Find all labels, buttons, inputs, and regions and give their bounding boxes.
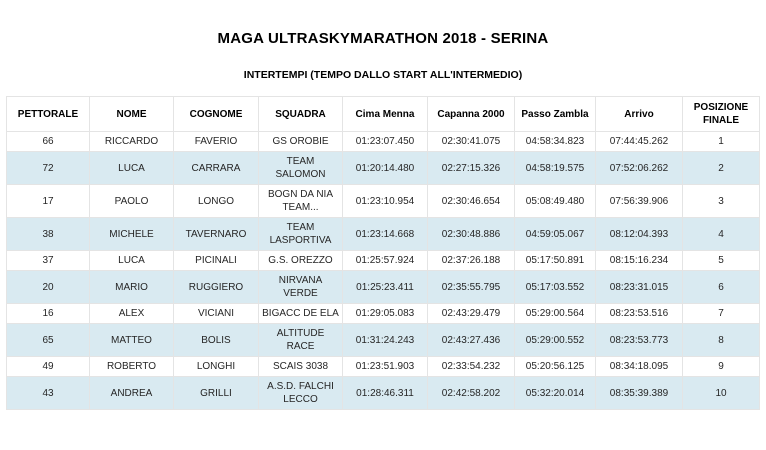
table-cell: 01:23:14.668 — [343, 218, 428, 251]
table-cell: 08:12:04.393 — [596, 218, 683, 251]
table-cell: BOLIS — [174, 324, 259, 357]
table-row — [7, 304, 760, 324]
table-cell: 8 — [683, 324, 760, 357]
table-cell: 08:34:18.095 — [596, 357, 683, 377]
table-cell: MATTEO — [90, 324, 174, 357]
table-cell: 66 — [7, 132, 90, 152]
table-cell: 02:43:29.479 — [428, 304, 515, 324]
table-cell: LUCA — [90, 152, 174, 185]
results-table — [6, 96, 760, 410]
table-row — [7, 132, 760, 152]
table-cell: 05:32:20.014 — [515, 377, 596, 410]
table-cell: 05:20:56.125 — [515, 357, 596, 377]
table-row — [7, 251, 760, 271]
table-cell: 04:58:19.575 — [515, 152, 596, 185]
column-header: PETTORALE — [7, 97, 90, 132]
table-cell: 02:43:27.436 — [428, 324, 515, 357]
table-cell: 01:25:23.411 — [343, 271, 428, 304]
table-cell: 05:29:00.564 — [515, 304, 596, 324]
table-row — [7, 324, 760, 357]
table-cell: MICHELE — [90, 218, 174, 251]
table-cell: 01:23:51.903 — [343, 357, 428, 377]
table-cell: 43 — [7, 377, 90, 410]
results-page — [0, 30, 766, 410]
column-header: Passo Zambla — [515, 97, 596, 132]
table-cell: 01:29:05.083 — [343, 304, 428, 324]
table-cell: TAVERNARO — [174, 218, 259, 251]
table-cell: TEAM SALOMON — [259, 152, 343, 185]
table-cell: 38 — [7, 218, 90, 251]
table-cell: 01:25:57.924 — [343, 251, 428, 271]
table-cell: 2 — [683, 152, 760, 185]
table-cell: 01:23:10.954 — [343, 185, 428, 218]
table-cell: 7 — [683, 304, 760, 324]
table-cell: 04:58:34.823 — [515, 132, 596, 152]
table-header-row — [7, 97, 760, 132]
table-cell: SCAIS 3038 — [259, 357, 343, 377]
table-cell: G.S. OREZZO — [259, 251, 343, 271]
column-header: SQUADRA — [259, 97, 343, 132]
table-row — [7, 185, 760, 218]
table-cell: ROBERTO — [90, 357, 174, 377]
table-row — [7, 377, 760, 410]
table-cell: BOGN DA NIA TEAM... — [259, 185, 343, 218]
table-cell: ALEX — [90, 304, 174, 324]
table-body — [7, 132, 760, 410]
table-cell: RUGGIERO — [174, 271, 259, 304]
table-cell: 08:15:16.234 — [596, 251, 683, 271]
table-cell: 05:17:03.552 — [515, 271, 596, 304]
table-cell: ALTITUDE RACE — [259, 324, 343, 357]
table-cell: PICINALI — [174, 251, 259, 271]
table-cell: LUCA — [90, 251, 174, 271]
table-cell: 9 — [683, 357, 760, 377]
table-cell: 08:23:53.773 — [596, 324, 683, 357]
table-cell: RICCARDO — [90, 132, 174, 152]
table-cell: CARRARA — [174, 152, 259, 185]
table-cell: 05:08:49.480 — [515, 185, 596, 218]
column-header: COGNOME — [174, 97, 259, 132]
table-cell: 02:30:48.886 — [428, 218, 515, 251]
table-cell: PAOLO — [90, 185, 174, 218]
table-row — [7, 152, 760, 185]
table-cell: 02:37:26.188 — [428, 251, 515, 271]
table-cell: 1 — [683, 132, 760, 152]
table-cell: 5 — [683, 251, 760, 271]
table-cell: FAVERIO — [174, 132, 259, 152]
table-cell: ANDREA — [90, 377, 174, 410]
table-cell: LONGO — [174, 185, 259, 218]
table-cell: 20 — [7, 271, 90, 304]
table-row — [7, 271, 760, 304]
table-cell: 01:20:14.480 — [343, 152, 428, 185]
table-cell: 02:30:41.075 — [428, 132, 515, 152]
table-cell: 17 — [7, 185, 90, 218]
table-cell: 6 — [683, 271, 760, 304]
table-header — [7, 97, 760, 132]
table-cell: 08:23:53.516 — [596, 304, 683, 324]
table-cell: 49 — [7, 357, 90, 377]
table-cell: 10 — [683, 377, 760, 410]
table-cell: 02:33:54.232 — [428, 357, 515, 377]
table-cell: 01:28:46.311 — [343, 377, 428, 410]
table-cell: VICIANI — [174, 304, 259, 324]
table-cell: 02:42:58.202 — [428, 377, 515, 410]
table-cell: A.S.D. FALCHI LECCO — [259, 377, 343, 410]
table-cell: 02:30:46.654 — [428, 185, 515, 218]
table-cell: BIGACC DE ELA — [259, 304, 343, 324]
column-header: Cima Menna — [343, 97, 428, 132]
table-cell: GS OROBIE — [259, 132, 343, 152]
table-cell: LONGHI — [174, 357, 259, 377]
page-title: MAGA ULTRASKYMARATHON 2018 - SERINA — [217, 30, 549, 47]
table-cell: MARIO — [90, 271, 174, 304]
table-cell: TEAM LASPORTIVA — [259, 218, 343, 251]
table-cell: 4 — [683, 218, 760, 251]
table-cell: 72 — [7, 152, 90, 185]
table-cell: 65 — [7, 324, 90, 357]
table-cell: 01:23:07.450 — [343, 132, 428, 152]
column-header: Arrivo — [596, 97, 683, 132]
table-cell: 08:23:31.015 — [596, 271, 683, 304]
table-cell: 04:59:05.067 — [515, 218, 596, 251]
column-header: Capanna 2000 — [428, 97, 515, 132]
page-subtitle: INTERTEMPI (TEMPO DALLO START ALL'INTERMEDIO) — [243, 69, 523, 81]
table-cell: 3 — [683, 185, 760, 218]
table-row — [7, 357, 760, 377]
column-header: NOME — [90, 97, 174, 132]
table-cell: 07:44:45.262 — [596, 132, 683, 152]
table-cell: NIRVANA VERDE — [259, 271, 343, 304]
table-cell: GRILLI — [174, 377, 259, 410]
table-cell: 37 — [7, 251, 90, 271]
table-cell: 05:17:50.891 — [515, 251, 596, 271]
table-cell: 07:56:39.906 — [596, 185, 683, 218]
table-row — [7, 218, 760, 251]
table-cell: 07:52:06.262 — [596, 152, 683, 185]
table-cell: 05:29:00.552 — [515, 324, 596, 357]
table-cell: 02:35:55.795 — [428, 271, 515, 304]
table-cell: 16 — [7, 304, 90, 324]
column-header: POSIZIONE FINALE — [683, 97, 760, 132]
table-cell: 02:27:15.326 — [428, 152, 515, 185]
table-cell: 01:31:24.243 — [343, 324, 428, 357]
table-cell: 08:35:39.389 — [596, 377, 683, 410]
